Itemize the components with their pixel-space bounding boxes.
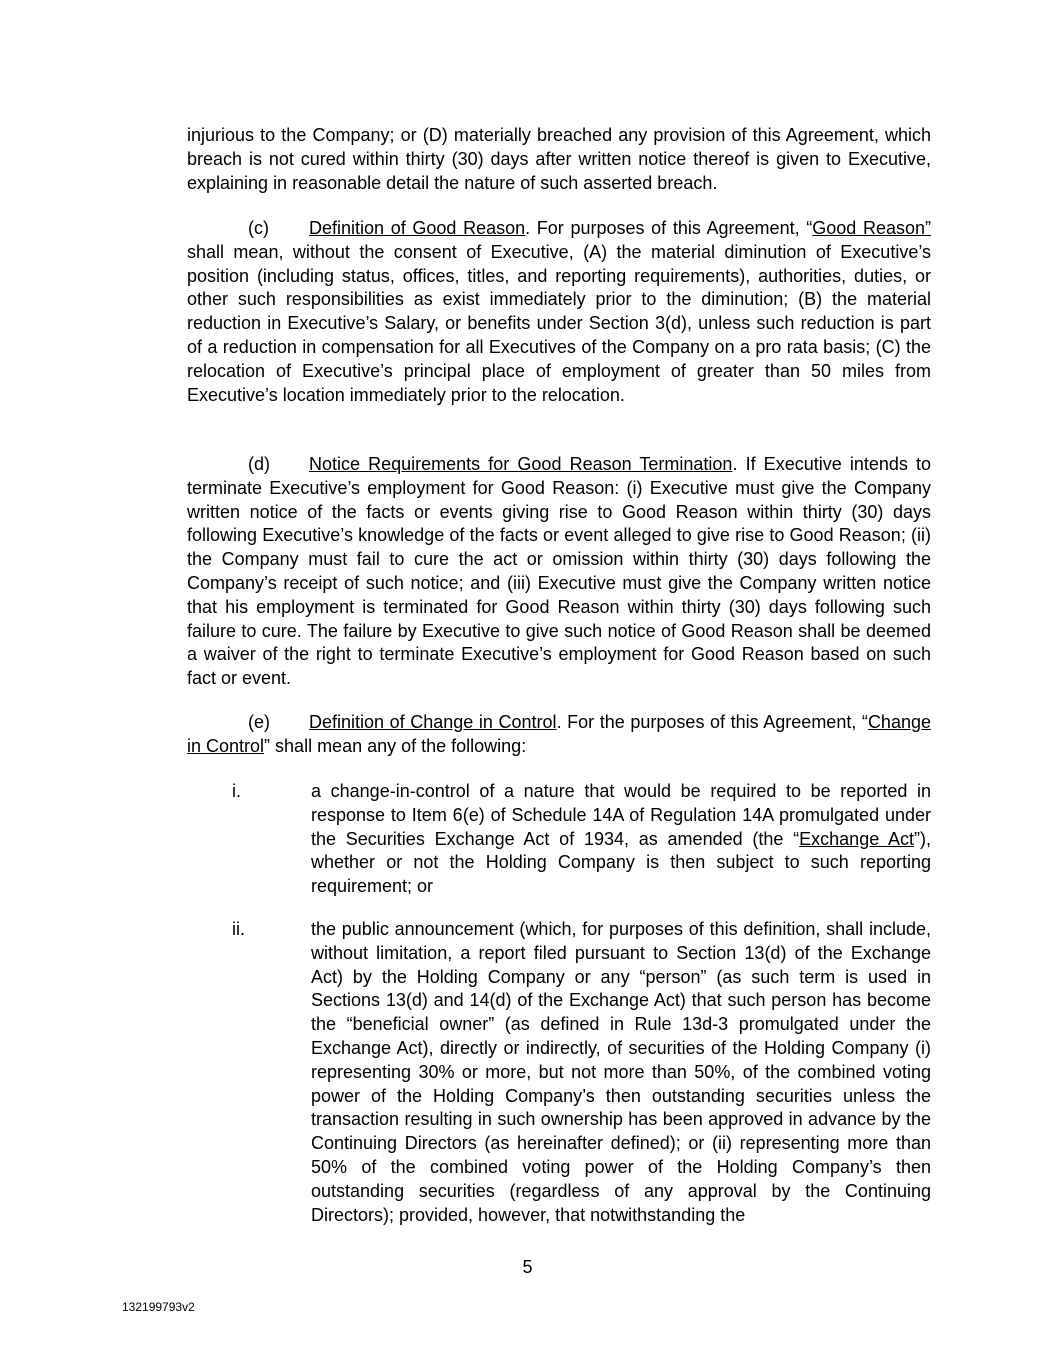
list-item (187, 780, 931, 899)
defined-term: Good Reason” (812, 218, 931, 238)
list-item-text: the public announcement (which, for purposes of this definition, shall include, without limitation, a report filed pursuant to Section 13(d) of the Exchange Act) by the Holding Company or any “person” (as such term is used in Sections 13(d) and 14(d) of the Exchange Act) that such person has become the “beneficial owner” (as defined in Rule 13d-3 promulgated under the Exchange Act), directly or indirectly, of securities of the Holding Company (i) representing 30% or more, but not more than 50%, of the combined voting power of the Holding Company’s then outstanding securities unless the transaction resulting in such ownership has been approved in advance by the Continuing Directors (as hereinafter defined); or (ii) representing more than 50% of the combined voting power of the Holding Company’s then outstanding securities (regardless of any approval by the Continuing Directors); provided, however, that notwithstanding the (311, 919, 931, 1225)
section-intro: . For the purposes of this Agreement, “ (556, 712, 868, 732)
section-text: . If Executive intends to terminate Executive’s employment for Good Reason: (i) Executive must give the Company written notice of the facts or events giving rise to Good Reason within thirty (30) days following Executive’s knowledge of the facts or event alleged to give rise to Good Reason; (ii) the Company must fail to cure the act or omission within thirty (30) days following the Company’s receipt of such notice; and (iii) Executive must give the Company written notice that his employment is terminated for Good Reason within thirty (30) days following such failure to cure. The failure by Executive to give such notice of Good Reason shall be deemed a waiver of the right to terminate Executive’s employment for Good Reason based on such fact or event. (187, 454, 932, 689)
section-intro: . For purposes of this Agreement, “ (525, 218, 813, 238)
section-heading: Definition of Good Reason (309, 218, 526, 238)
section-c-paragraph (187, 217, 931, 407)
list-item-number: i. (232, 781, 241, 801)
section-heading: Notice Requirements for Good Reason Termination (309, 454, 733, 474)
paragraph-continuation (187, 124, 931, 195)
list-item (187, 918, 931, 1227)
page-number: 5 (522, 1257, 533, 1277)
list-item-number: ii. (232, 919, 245, 939)
paragraph-text: injurious to the Company; or (D) materially breached any provision of this Agreement, which breach is not cured within thirty (30) days after written notice thereof is given to Executive, explaining in reasonable detail the nature of such asserted breach. (187, 125, 931, 193)
document-id: 132199793v2 (122, 1300, 195, 1314)
section-d-paragraph (187, 453, 931, 691)
defined-term: Change in Control (187, 712, 931, 756)
section-heading: Definition of Change in Control (309, 712, 557, 732)
defined-term: Exchange Act (799, 828, 914, 849)
list-item-text-after: ”), whether or not the Holding Company is then subject to such reporting requirement; or (311, 828, 931, 897)
section-text: ” shall mean any of the following: (264, 735, 527, 756)
section-label: (c) (248, 218, 269, 238)
section-label: (d) (248, 454, 270, 474)
section-label: (e) (248, 712, 270, 732)
section-e-paragraph (187, 711, 931, 759)
list-item-text (311, 780, 931, 899)
list-item-text-before: a change-in-control of a nature that would be required to be reported in response to Item 6(e) of Schedule 14A of Regulation 14A promulgated under the Securities Exchange Act of 1934, as amended (the “ (311, 781, 931, 849)
section-text: shall mean, without the consent of Executive, (A) the material diminution of Executive’s position (including status, offices, titles, and reporting requirements), authorities, duties, or other such responsibilities as exist immediately prior to the diminution; (B) the material reduction in Executive’s Salary, or benefits under Section 3(d), unless such reduction is part of a reduction in compensation for all Executives of the Company on a pro rata basis; (C) the relocation of Executive’s principal place of employment of greater than 50 miles from Executive’s location immediately prior to the relocation. (187, 241, 931, 405)
